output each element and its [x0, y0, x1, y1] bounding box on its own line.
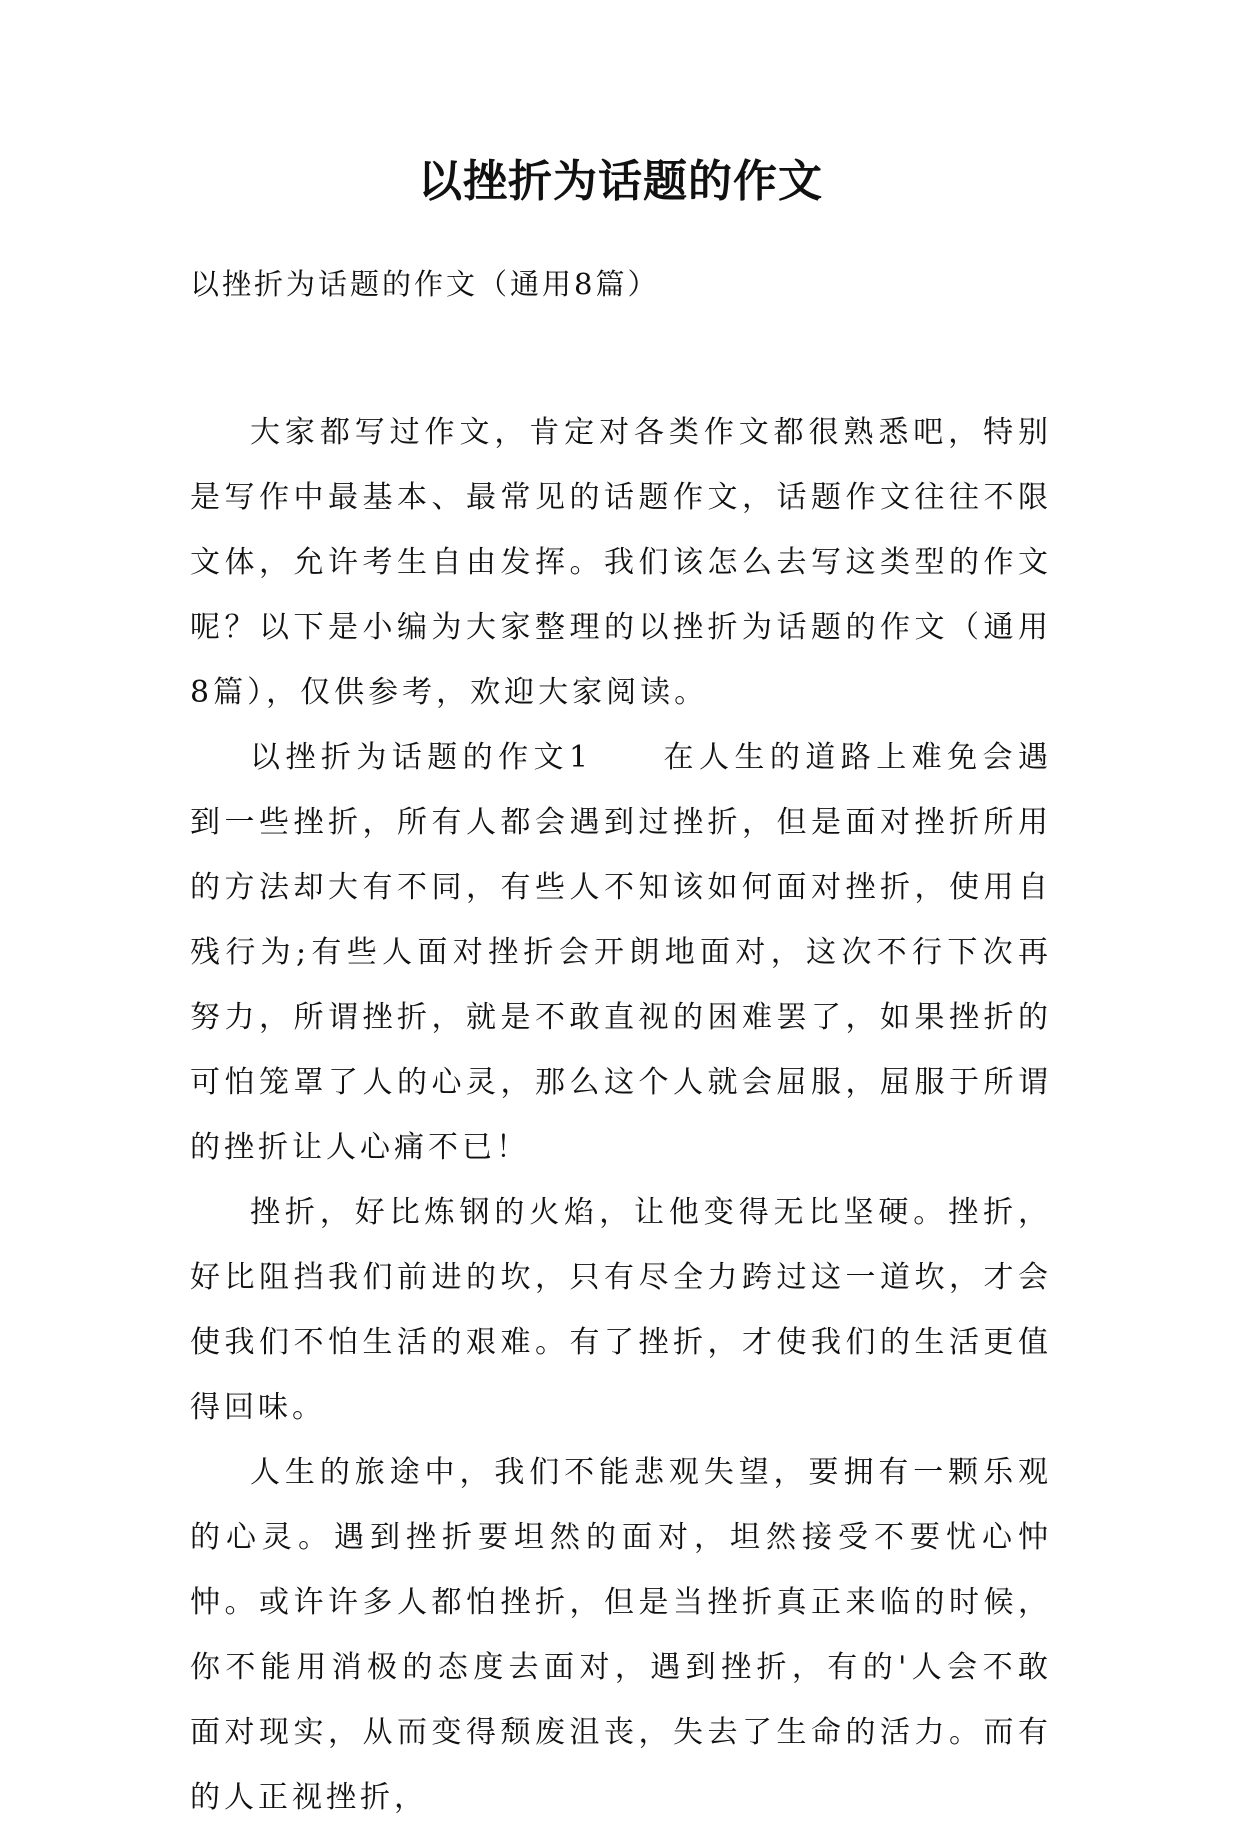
essay-1-heading: 以挫折为话题的作文1 — [250, 740, 593, 775]
document-title: 以挫折为话题的作文 — [418, 156, 823, 207]
intro-paragraph: 大家都写过作文，肯定对各类作文都很熟悉吧，特别是写作中最基本、最常见的话题作文，话题作文往往不限文体，允许考生自由发挥。我们该怎么去写这类型的作文呢？以下是小编为大家整理的以挫折为话题的作文（通用8篇），仅供参考，欢迎大家阅读。 — [190, 415, 1052, 710]
essay-1-opening-text: 在人生的道路上难免会遇到一些挫折，所有人都会遇到过挫折，但是面对挫折所用的方法却大有不同，有些人不知该如何面对挫折，使用自残行为;有些人面对挫折会开朗地面对，这次不行下次再努力，所谓挫折，就是不敢直视的困难罢了，如果挫折的可怕笼罩了人的心灵，那么这个人就会屈服，屈服于所谓的挫折让人心痛不已！ — [190, 740, 1053, 1165]
essay-1-paragraph-2: 挫折，好比炼钢的火焰，让他变得无比坚硬。挫折，好比阻挡我们前进的坎，只有尽全力跨过这一道坎，才会使我们不怕生活的艰难。有了挫折，才使我们的生活更值得回味。 — [190, 1195, 1052, 1425]
document-subtitle: 以挫折为话题的作文（通用8篇） — [190, 267, 660, 301]
document-body — [190, 400, 1052, 1830]
essay-1-paragraph-3: 人生的旅途中，我们不能悲观失望，要拥有一颗乐观的心灵。遇到挫折要坦然的面对，坦然接受不要忧心忡忡。或许许多人都怕挫折，但是当挫折真正来临的时候，你不能用消极的态度去面对，遇到挫折，有的'人会不敢面对现实，从而变得颓废沮丧，失去了生命的活力。而有的人正视挫折， — [190, 1455, 1052, 1815]
essay-1-paragraph-1 — [190, 725, 1052, 1180]
